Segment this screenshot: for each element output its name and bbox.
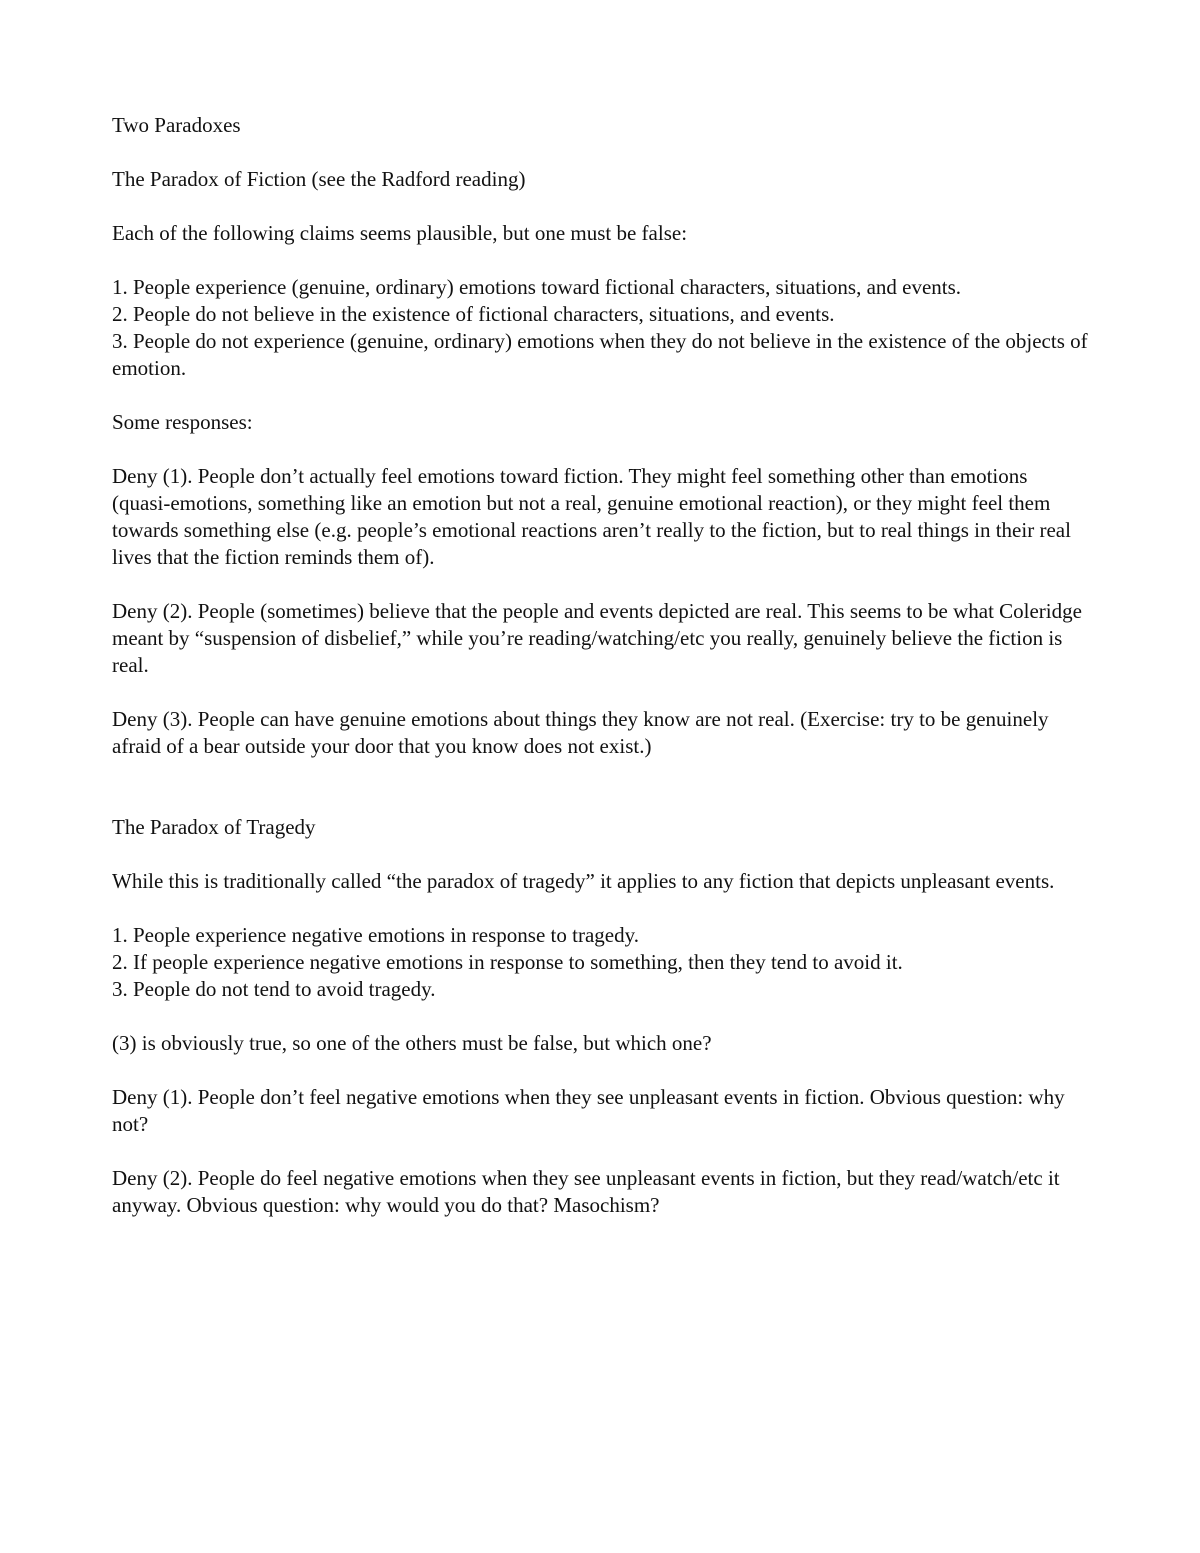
fiction-heading: The Paradox of Fiction (see the Radford reading) [112,167,526,191]
fiction-claim-3: 3. People do not experience (genuine, ordinary) emotions when they do not believe in the existence of the objects of emotion. [112,329,1088,380]
tragedy-response-deny-2: Deny (2). People do feel negative emotions when they see unpleasant events in fiction, but they read/watch/etc it anyway. Obvious question: why would you do that? Masochism? [112,1166,1060,1217]
tragedy-intro: While this is traditionally called “the paradox of tragedy” it applies to any fiction that depicts unpleasant events. [112,869,1055,893]
fiction-claim-1: 1. People experience (genuine, ordinary) emotions toward fictional characters, situations, and events. [112,275,962,299]
tragedy-claims-list [112,922,1088,1003]
tragedy-claim-3: 3. People do not tend to avoid tragedy. [112,977,436,1001]
fiction-response-deny-2: Deny (2). People (sometimes) believe that the people and events depicted are real. This seems to be what Coleridge meant by “suspension of disbelief,” while you’re reading/watching/etc you really, genuinely believe the fiction is real. [112,599,1082,677]
fiction-claims-list [112,274,1088,382]
tragedy-claim-1: 1. People experience negative emotions in response to tragedy. [112,923,639,947]
document-title: Two Paradoxes [112,113,241,137]
tragedy-heading: The Paradox of Tragedy [112,815,316,839]
fiction-responses-label: Some responses: [112,410,253,434]
document-page [112,112,1088,1246]
tragedy-observation: (3) is obviously true, so one of the others must be false, but which one? [112,1031,712,1055]
fiction-intro: Each of the following claims seems plausible, but one must be false: [112,221,688,245]
tragedy-response-deny-1: Deny (1). People don’t feel negative emotions when they see unpleasant events in fiction. Obvious question: why not? [112,1085,1065,1136]
tragedy-claim-2: 2. If people experience negative emotions in response to something, then they tend to avoid it. [112,950,903,974]
fiction-response-deny-1: Deny (1). People don’t actually feel emotions toward fiction. They might feel something other than emotions (quasi-emotions, something like an emotion but not a real, genuine emotional reaction), or they might feel them towards something else (e.g. people’s emotional reactions aren’t really to the fiction, but to real things in their real lives that the fiction reminds them of). [112,464,1071,569]
fiction-claim-2: 2. People do not believe in the existence of fictional characters, situations, and events. [112,302,835,326]
fiction-response-deny-3: Deny (3). People can have genuine emotions about things they know are not real. (Exercise: try to be genuinely afraid of a bear outside your door that you know does not exist.) [112,707,1049,758]
